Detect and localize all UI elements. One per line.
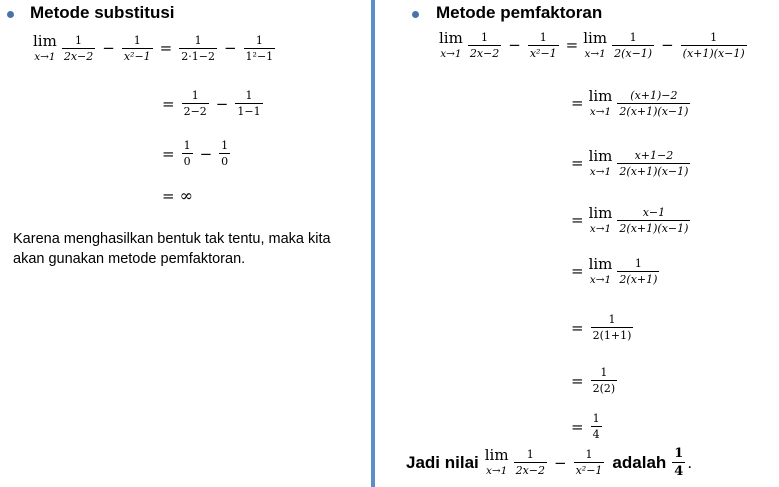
equals-sign: = [571,154,584,173]
substitution-line-2 [157,90,265,117]
conclusion-mid-text: adalah [612,452,667,472]
fraction: $\frac{1}{2\cdot 1-2}$ [181,33,215,63]
equals-sign: = [571,417,584,436]
bullet-icon [412,11,419,18]
equals-sign: = [162,186,175,205]
factoring-step-1 [439,31,749,60]
factoring-step-6 [566,314,635,341]
equals-sign: = [162,94,175,113]
infinity-value: ∞ [179,186,193,205]
minus-sign: − [102,39,115,58]
factoring-step-2 [566,89,692,118]
fraction: $\frac{1}{2x-2}$ [63,33,94,63]
factoring-step-8 [566,413,604,440]
equals-sign: = [571,262,584,281]
limit-operator: lim x→1 [33,32,57,63]
fraction: $\frac{1}{\text{1²−1}}$ [245,33,274,63]
limit-operator: lim x→1 [583,29,608,60]
heading-pemfaktoran: Metode pemfaktoran [436,3,603,22]
factoring-step-5 [566,257,661,286]
fraction: $\frac{1}{2(1+1)}$ [592,313,632,342]
minus-sign: − [554,453,567,472]
fraction: $\frac{1}{0}$ [221,139,229,168]
minus-sign: − [661,36,674,55]
fraction: $\frac{1}{(x+1)(x-1)}$ [682,30,745,60]
fraction: $\frac{1}{\text{x²−1}}$ [575,448,603,477]
fraction: $\frac{1}{\text{x²−1}}$ [529,30,557,60]
limit-operator: lim x→1 [588,255,613,286]
equals-sign: = [571,371,584,390]
heading-substitusi: Metode substitusi [30,3,175,22]
substitution-line-4 [157,186,193,205]
fraction: $\frac{1}{2(x-1)}$ [614,30,653,60]
minus-sign: − [199,144,213,163]
equals-sign: = [571,318,584,337]
fraction: $\frac{x+1-2}{2(x+1)(x-1)}$ [619,148,689,178]
conclusion-prefix: Jadi nilai [406,452,479,472]
substitution-line-3 [157,140,232,167]
explanation-paragraph: Karena menghasilkan bentuk tak tentu, maka kita akan gunakan metode pemfaktoran. [13,231,331,267]
limit-operator: lim x→1 [588,87,613,118]
limit-operator: lim x→1 [439,29,463,60]
factoring-step-7 [566,367,619,394]
minus-sign: − [215,94,229,113]
fraction: $\frac{1}{2-2}$ [183,89,207,118]
equals-sign: = [162,144,175,163]
fraction: $\frac{1}{2(2)}$ [592,366,616,395]
equals-sign: = [565,36,579,55]
fraction: $\frac{1}{4}$ [592,412,600,441]
fraction: $\frac{1}{1-1}$ [237,89,261,118]
factoring-step-3 [566,149,692,178]
fraction: $\frac{1}{2x-2}$ [469,30,500,60]
equals-sign: = [571,94,584,113]
limit-operator: lim x→1 [588,204,613,235]
fraction: $\frac{x-1}{2(x+1)(x-1)}$ [619,205,689,235]
fraction: $\frac{1}{2(x+1)}$ [619,256,658,286]
equals-sign: = [159,39,173,58]
conclusion-period: . [687,452,693,472]
conclusion-line [406,447,692,478]
fraction: $\frac{1}{\text{x²−1}}$ [123,33,151,63]
fraction: $\frac{(x+1)-2}{2(x+1)(x-1)}$ [619,88,689,118]
minus-sign: − [223,39,237,58]
equals-sign: = [571,211,584,230]
limit-operator: lim x→1 [588,147,613,178]
result-fraction: $\frac{1}{4}$ [674,446,684,479]
substitution-line-1 [33,34,277,63]
minus-sign: − [508,36,521,55]
factoring-step-4 [566,206,692,235]
conclusion-expression [485,448,607,477]
column-divider [371,0,375,487]
limit-operator: lim x→1 [484,446,509,478]
fraction: $\frac{1}{2x-2}$ [515,448,545,477]
fraction: $\frac{1}{0}$ [183,139,191,168]
bullet-icon [7,11,14,18]
